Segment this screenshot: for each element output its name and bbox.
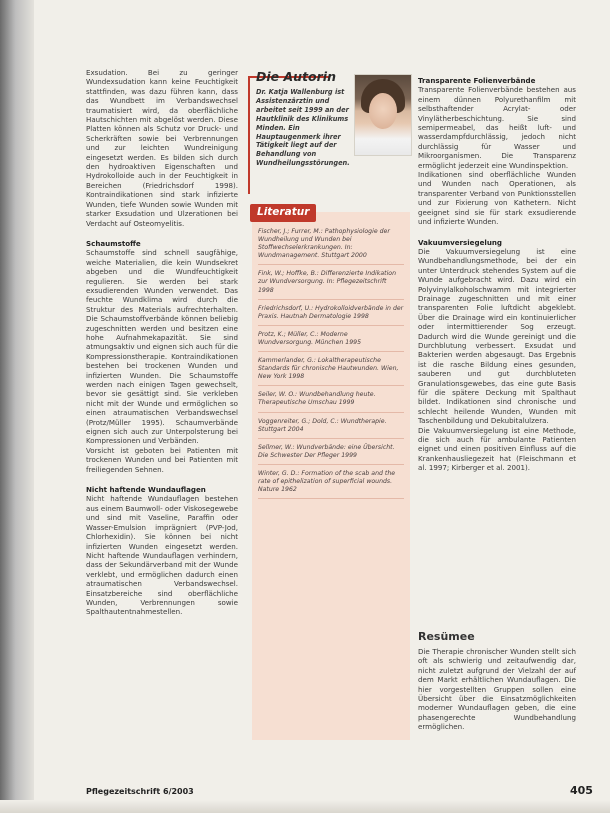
reference-item: Sellmer, W.: Wundverbände: eine Übersicht. Die Schwester Der Pfleger 1999 — [258, 444, 404, 465]
paragraph: Nicht haftende Wundauflagen bestehen aus einem Baumwoll- oder Viskosegewebe und sind mit Vaseline, Paraffin oder Wasser-Emulsion imprägniert (PVP-Jod, Chlorhexidin). Sie können bei nicht infizierten Wunden eingesetzt werden. Nicht haftende Wundauflagen verhindern, dass der Sekundärverband mit der Wunde verklebt, und ermöglichen dadurch einen atraumatischen Verbandswechsel. Einsatzbereiche sind oberflächliche Wunden, Verbrennungen sowie Spalthautentnahmestellen. — [86, 494, 238, 617]
author-box — [244, 66, 412, 196]
reference-item: Winter, G. D.: Formation of the scab and the rate of epithelization of superficial wounds. Nature 1962 — [258, 470, 404, 499]
section-heading-nicht-haftende: Nicht haftende Wundauflagen — [86, 485, 206, 495]
literatur-box — [252, 206, 410, 740]
reference-list — [258, 228, 404, 504]
paragraph: Die Vakuumversiegelung ist eine Methode, die sich auch für ambulante Patienten eignet und einen positiven Einfluss auf die Krankenhausliegezeit hat (Fleischmann et al. 1997; Kirberger et al. 2001). — [418, 425, 576, 473]
reference-item: Fink, W.; Hoffke, B.: Differenzierte Indikation zur Wundversorgung. In: Pflegezeitschrift 1998 — [258, 270, 404, 299]
paragraph: Schaumstoffe sind schnell saugfähige, weiche Materialien, die kein Wundsekret abgeben und die Wundfeuchtigkeit regulieren. Sie werden bei stark exsudierenden Wunden verwendet. Das feuchte Wundklima wird durch die Struktur des Materials aufrechterhalten. Die Schaumstoffverbände können beliebig zugeschnitten werden und besitzen eine hohe Aufnahmekapazität. Sie sind atmungsaktiv und eignen sich auch für die Kompressionstherapie. Kontraindikationen bestehen bei trockenen Wunden und infizierten Wunden. Die Schaumstoffe werden nach einigen Tagen gewechselt, bevor sie gesättigt sind. Sie verkleben nicht mit der Wunde und ermöglichen so einen atraumatischen Verbandswechsel (Protz/Müller 1995). Schaumverbände eignen sich auch zur Unterpolsterung bei Kompressionen und Verbänden. — [86, 248, 238, 446]
author-photo — [354, 74, 412, 156]
paragraph: Exsudation. Bei zu geringer Wundexsudation kann keine Feuchtigkeit stattfinden, was dazu führen kann, dass das Wundbett im Verbandswechsel traumatisiert wird, da oberflächliche Hautschichten mit abgelöst werden. Diese Platten können als Schutz vor Druck- und Scherkräften sowie bei Verbrennungen und zur leichten Wundreinigung eingesetzt werden. Es bilden sich durch den hydroaktiven Eigenschaften und Hydrokolloide auch in der Feuchtigkeit in Bereichen (Friedrichsdorf 1998). Kontraindikationen sind stark infizierte Wunden, tiefe Wunden sowie Wunden mit starker Exsudation und Ulzerationen bei Verdacht auf Osteomyelitis. — [86, 68, 238, 228]
reference-item: Fischer, J.; Furrer, M.: Pathophysiologie der Wundheilung und Wunden bei Stoffwechselerkrankungen. In: Wundmanagement. Stuttgart 2000 — [258, 228, 404, 265]
left-text-column — [86, 68, 238, 617]
paragraph: Die Therapie chronischer Wunden stellt sich oft als schwierig und zeitaufwendig dar, nicht zuletzt aufgrund der Vielzahl der auf dem Markt erhältlichen Wundauflagen. Die hier vorgestellten Gruppen sollen eine Übersicht über die Einsatzmöglichkeiten moderner Wundauflagen geben, die eine phasengerechte Wundbehandlung ermöglichen. — [418, 647, 576, 732]
paragraph: Indikationen sind oberflächliche Wunden und Wunden nach Operationen, als transparenter Verband von Punktionsstellen und zur Fixierung von Kathetern. Nicht geeignet sind sie für stark exsudierende und infizierte Wunden. — [418, 170, 576, 227]
page-number: 405 — [570, 784, 593, 797]
reference-item: Kammerlander, G.: Lokaltherapeutische Standards für chronische Hautwunden. Wien, New York 1998 — [258, 357, 404, 386]
literatur-title: Literatur — [257, 206, 310, 218]
section-heading-vakuum: Vakuumversiegelung — [418, 237, 502, 247]
author-title: Die Autorin — [256, 69, 336, 84]
journal-footer: Pflegezeitschrift 6/2003 — [86, 787, 194, 796]
literatur-tab — [250, 204, 316, 222]
reference-item: Protz, K.; Müller, C.: Moderne Wundversorgung. München 1995 — [258, 331, 404, 352]
section-heading-folien: Transparente Folienverbände — [418, 76, 536, 85]
resumee-heading: Resümee — [418, 630, 475, 643]
author-bio: Dr. Katja Wallenburg ist Assistenzärztin und arbeitet seit 1999 an der Hautklinik des Klinikums Minden. Ein Hauptaugenmerk ihrer Tätigkeit liegt auf der Behandlung von Wundheilungsstörungen. — [256, 88, 350, 168]
book-spine-shadow — [0, 0, 34, 813]
paragraph: Transparente Folienverbände bestehen aus einem dünnen Polyurethanfilm mit selbsthaftender Acrylat- oder Vinylätherbeschichtung. Sie sind semipermeabel, das heißt luft- und wasserdampfdurchlässig, jedoch nicht durchlässig für Wasser und Mikroorganismen. Die Transparenz ermöglicht jederzeit eine Wundinspektion. — [418, 85, 576, 170]
reference-item: Voggenreiter, G.; Dold, C.: Wundtherapie. Stuttgart 2004 — [258, 418, 404, 439]
section-heading-schaumstoffe: Schaumstoffe — [86, 238, 141, 248]
author-accent-bar — [248, 76, 250, 194]
photo-face — [369, 93, 397, 129]
reference-item: Friedrichsdorf, U.: Hydrokolloidverbände in der Praxis. Hautnah Dermatologie 1998 — [258, 305, 404, 326]
paragraph: Vorsicht ist geboten bei Patienten mit trockenen Wunden und bei Patienten mit freiliegenden Sehnen. — [86, 445, 238, 474]
reference-item: Seiler, W. O.: Wundbehandlung heute. Therapeutische Umschau 1999 — [258, 391, 404, 412]
resumee-text — [418, 647, 576, 732]
bottom-shade — [0, 800, 610, 813]
paragraph: Die Vakuumversiegelung ist eine Wundbehandlungsmethode, bei der ein unter Unterdruck stehendes System auf die Wunde aufgebracht wird. Dazu wird ein Polyvinylalkoholschwamm mit integrierter Drainage zugeschnitten und mit einer transparenten Folie luftdicht abgeklebt. Über die Drainage wird ein kontinuierlicher oder intermittierender Sog erzeugt. Dadurch wird die Wunde gereinigt und die Durchblutung verbessert. Exsudat und Bakterien werden abgesaugt. Das Ergebnis ist die rasche Bildung eines gesunden, sauberen und gut durchbluteten Granulationsgewebes, das eine gute Basis für die spätere Deckung mit Spalthaut bildet. Indikationen sind chronische und schlecht heilende Wunden, Wunden mit Taschenbildung und Dekubitalulzera. — [418, 246, 576, 426]
right-text-column — [418, 70, 576, 473]
